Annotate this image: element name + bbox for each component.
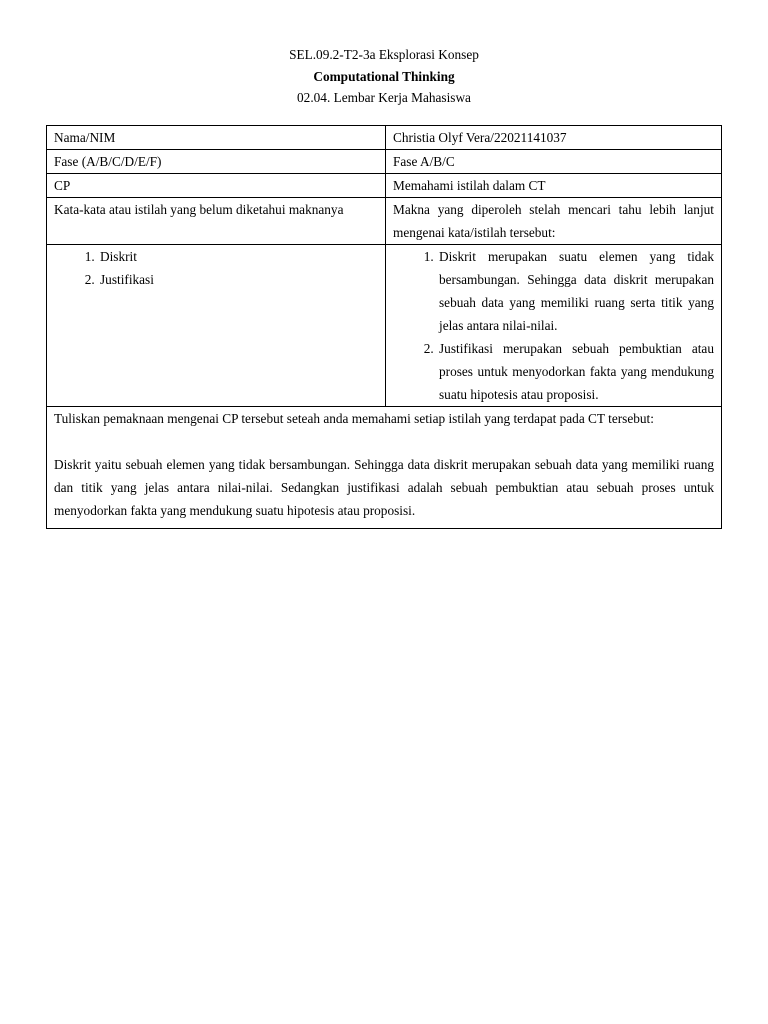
terms-list	[54, 245, 378, 291]
terms-cell	[47, 245, 386, 407]
row-fase	[47, 150, 722, 174]
summary-spacer	[54, 430, 714, 453]
term-item: 1. Diskrit	[98, 245, 378, 268]
meaning-item: 1. Diskrit merupakan suatu elemen yang tidak bersambungan. Sehingga data diskrit merupakan sebuah data yang memiliki ruang serta titik yang jelas antara nilai-nilai.	[437, 245, 714, 337]
term-item: 2. Justifikasi	[98, 268, 378, 291]
value-nama-nim: Christia Olyf Vera/22021141037	[386, 126, 722, 150]
row-terms-header	[47, 198, 722, 245]
worksheet-table	[46, 125, 722, 529]
document-subtitle: 02.04. Lembar Kerja Mahasiswa	[297, 90, 471, 105]
label-nama-nim: Nama/NIM	[47, 126, 386, 150]
row-cp	[47, 174, 722, 198]
label-fase: Fase (A/B/C/D/E/F)	[47, 150, 386, 174]
document-code: SEL.09.2-T2-3a Eksplorasi Konsep	[289, 47, 479, 62]
label-unknown-terms: Kata-kata atau istilah yang belum diketahui maknanya	[47, 198, 386, 245]
document-header	[0, 44, 768, 109]
row-nama-nim	[47, 126, 722, 150]
document-title: Computational Thinking	[313, 68, 455, 84]
value-cp: Memahami istilah dalam CT	[386, 174, 722, 198]
value-fase: Fase A/B/C	[386, 150, 722, 174]
label-meanings: Makna yang diperoleh stelah mencari tahu lebih lanjut mengenai kata/istilah tersebut:	[386, 198, 722, 245]
summary-prompt: Tuliskan pemaknaan mengenai CP tersebut seteah anda memahami setiap istilah yang terdapat pada CT tersebut:	[54, 411, 654, 426]
label-cp: CP	[47, 174, 386, 198]
summary-cell	[47, 407, 722, 529]
meanings-list	[393, 245, 714, 406]
meanings-cell	[386, 245, 722, 407]
summary-answer: Diskrit yaitu sebuah elemen yang tidak bersambungan. Sehingga data diskrit merupakan sebuah data yang memiliki ruang dan titik yang jelas antara nilai-nilai. Sedangkan justifikasi adalah sebuah pembuktian atau sebuah proses untuk menyodorkan fakta yang mendukung suatu hipotesis atau proposisi.	[54, 457, 714, 518]
row-terms-content	[47, 245, 722, 407]
row-summary	[47, 407, 722, 529]
meaning-item: 2. Justifikasi merupakan sebuah pembuktian atau proses untuk menyodorkan fakta yang mendukung suatu hipotesis atau proposisi.	[437, 337, 714, 406]
